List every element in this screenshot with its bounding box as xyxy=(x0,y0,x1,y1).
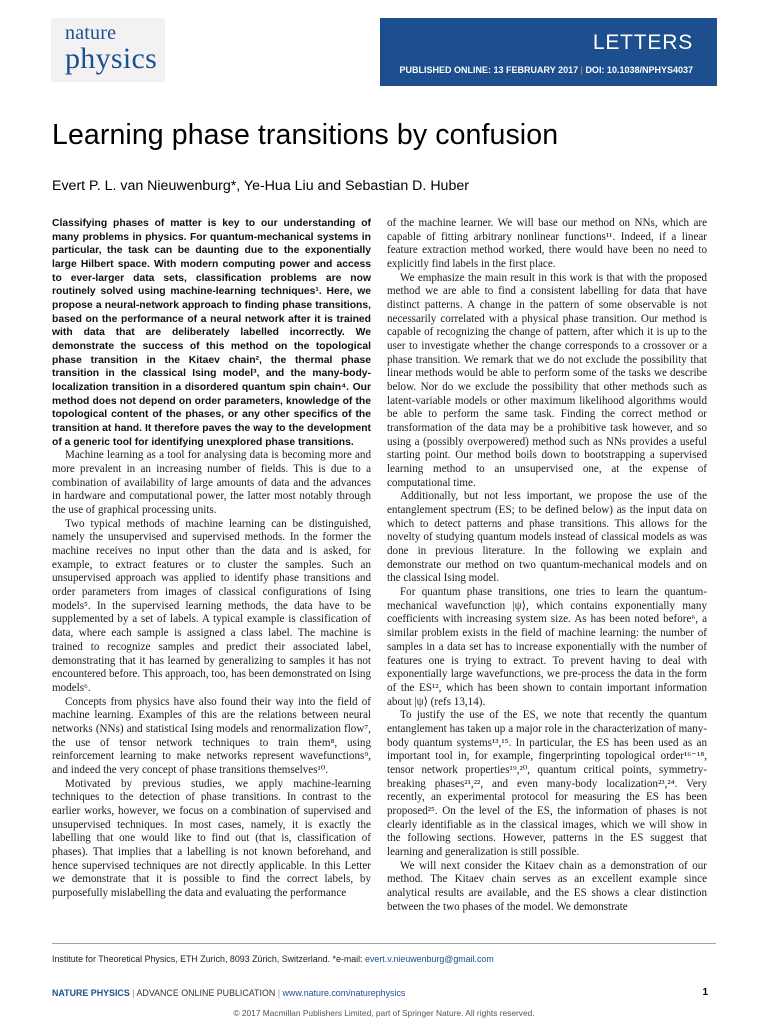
doi: DOI: 10.1038/NPHYS4037 xyxy=(585,65,693,75)
page-footer xyxy=(52,988,405,998)
publication-date: PUBLISHED ONLINE: 13 FEBRUARY 2017 xyxy=(399,65,579,75)
footer-divider: | xyxy=(132,988,135,998)
body-paragraph: Motivated by previous studies, we apply machine-learning techniques to the detection of phase transitions. In contrast to the earlier works, however, we focus on a combination of supervised and unsupervised techniques. In most cases, namely, it is exactly the labelling that one would like to find out (that is, classification of phases). That implies that a labelling is not known beforehand, and hence supervised techniques are not directly applicable. In this Letter we demonstrate that it is possible to find the correct labels, by purposefully mislabelling the data and evaluating the performance xyxy=(52,777,371,899)
journal-logo xyxy=(51,18,165,82)
body-paragraph: Machine learning as a tool for analysing data is becoming more and more prevalent in an increasing number of fields. This is due to a combination of availability of large amounts of data and the advances in hardware and computational power, the latter most notably through the use of graphical processing units. xyxy=(52,449,371,517)
article-title: Learning phase transitions by confusion xyxy=(52,119,559,151)
logo-physics-text: physics xyxy=(65,42,158,75)
body-paragraph: Concepts from physics have also found their way into the field of machine learning. Examples of this are the relations between neural networks (NNs) and statistical Ising models and renormalization flow⁷, the use of tensor network techniques to train them⁸, using reinforcement learning to make networks represent wavefunctions⁹, and indeed the very concept of phase transitions themselves¹⁰. xyxy=(52,695,371,776)
publication-info xyxy=(400,65,693,75)
body-paragraph: Additionally, but not less important, we propose the use of the entanglement spectrum (ES; to be defined below) as the input data on which to detect patterns and phase transitions. This allows for the novelty of studying quantum models instead of classical models as was done in previous literature. In the following we explain and demonstrate our method on two quantum-mechanical models and on the classical Ising model. xyxy=(387,490,707,585)
body-paragraph: We emphasize the main result in this work is that with the proposed method we are able to find a consistent labelling for data that have distinct patterns. A change in the pattern of some observable is not necessarily correlated with a physical phase transition. Our method is capable of recognizing the change of pattern, after which it is up to the user to investigate whether the change corresponds to a crossover or a phase transition. We remark that we do not exclude the possibility that linear methods would be able to perform some of the tasks we describe below. Nor do we exclude the possibility that other methods such as latent-variable models or other maximum likelihood algorithms would be able to perform the same task. Finding the correct method or transformation of the data may be a prohibitive task however, and so using a (possibly overpowered) method such as NNs provides a useful starting point. Our method boils down to bootstrapping a supervised learning method to an unsupervised one, at the expense of computational time. xyxy=(387,271,707,489)
section-banner xyxy=(380,18,717,86)
page-number: 1 xyxy=(702,987,708,998)
copyright-notice: © 2017 Macmillan Publishers Limited, part of Springer Nature. All rights reserved. xyxy=(233,1008,535,1018)
email-link[interactable]: evert.v.nieuwenburg@gmail.com xyxy=(365,954,494,964)
right-column xyxy=(387,217,707,914)
body-paragraph: Two typical methods of machine learning can be distinguished, namely the unsupervised and supervised methods. In the former the machine receives no input other than the data and is asked, for example, to extract features or to cluster the samples. Such an unsupervised approach was applied to identify phase transitions and order parameters from images of classical configurations of Ising models⁵. In the supervised learning methods, the data have to be supplemented by a set of labels. A typical example is classification of data, where each sample is assigned a class label. The machine is trained to recognize samples and predict their associated label, demonstrating that it has learned by generalizing to samples it has not encountered before. This approach, too, has been demonstrated on Ising models⁶. xyxy=(52,517,371,694)
body-paragraph: of the machine learner. We will base our method on NNs, which are capable of fitting arbitrary nonlinear functions¹¹. Indeed, if a linear feature extraction method worked, there would have been no need to explicitly find labels in the first place. xyxy=(387,217,707,271)
section-label: LETTERS xyxy=(592,31,693,54)
footnote-divider xyxy=(52,943,716,944)
footer-url-link[interactable]: www.nature.com/naturephysics xyxy=(282,988,406,998)
footer-divider: | xyxy=(277,988,281,998)
author-list: Evert P. L. van Nieuwenburg*, Ye-Hua Liu and Sebastian D. Huber xyxy=(52,178,469,194)
body-paragraph: We will next consider the Kitaev chain as a demonstration of our method. The Kitaev chain serves as an excellent example since analytical results are available, and the ES shows a clear distinction between the two phases of the model. We demonstrate xyxy=(387,859,707,913)
logo-nature-text: nature xyxy=(65,22,117,44)
affiliation-footnote xyxy=(52,954,494,964)
footer-journal: NATURE PHYSICS xyxy=(52,988,130,998)
abstract: Classifying phases of matter is key to our understanding of many problems in physics. For quantum-mechanical systems in particular, the task can be daunting due to the exponentially large Hilbert space. With modern computing power and access to ever-larger data sets, classification problems are now routinely solved using machine-learning techniques¹. Here, we propose a neural-network approach to finding phase transitions, based on the performance of a neural network after it is trained with data that are deliberately labelled incorrectly. We demonstrate the success of this method on the topological phase transition in the Kitaev chain², the thermal phase transition in the classical Ising model³, and the many-body-localization transition in a disordered quantum spin chain⁴. Our method does not depend on order parameters, knowledge of the topological content of the phases, or any other specifics of the transition at hand. It therefore paves the way to the development of a generic tool for identifying unexplored phase transitions. xyxy=(52,218,371,448)
body-paragraph: To justify the use of the ES, we note that recently the quantum entanglement has taken up a major role in the characterization of many-body quantum systems¹³,¹⁵. In particular, the ES has been used as an important tool in, for example, fingerprinting topological order¹⁶⁻¹⁸, tensor network properties¹⁹,²⁰, quantum critical points, symmetry-breaking phases²¹,²², and even many-body localization²³,²⁴. Very recently, an experimental protocol for measuring the ES has been proposed²⁵. On the level of the ES, the information of phases is not clearly identifiable as in the classical images, which we will show in the following sections. However, patterns in the ES suggest that learning and generalization is still possible. xyxy=(387,709,707,858)
footer-publication: ADVANCE ONLINE PUBLICATION xyxy=(136,988,276,998)
body-paragraph: For quantum phase transitions, one tries to learn the quantum-mechanical wavefunction |ψ⟩, which contains exponentially many coefficients with increasing system size. As has been noted before⁶, a similar problem exists in the field of machine learning: the number of samples in a data set has to increase exponentially with the number of features one is trying to extract. To prevent having to deal with exponentially large wavefunctions, we pre-process the data in the form of the ES¹², which has been shown to contain important information about |ψ⟩ (refs 13,14). xyxy=(387,586,707,708)
separator: | xyxy=(578,65,586,75)
affiliation-text: Institute for Theoretical Physics, ETH Zurich, 8093 Zürich, Switzerland. *e-mail: xyxy=(52,954,366,964)
left-column xyxy=(52,217,371,901)
